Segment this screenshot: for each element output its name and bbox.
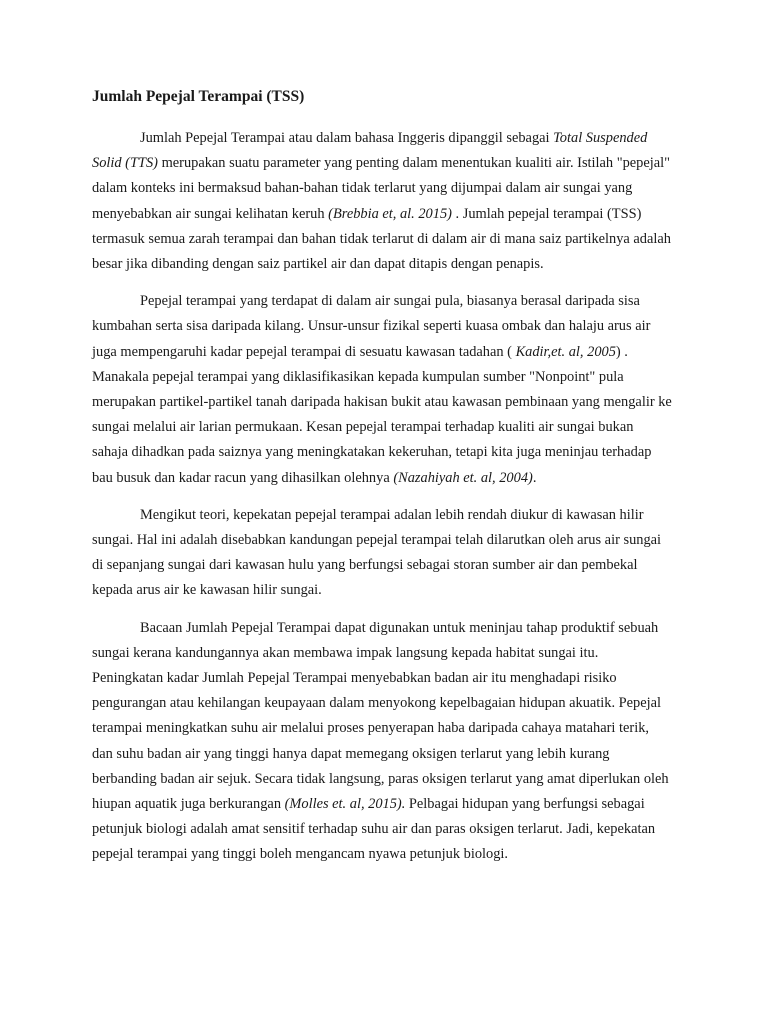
paragraph-2	[92, 289, 672, 491]
paragraph-text: merupakan suatu parameter yang penting dalam menentukan kualiti air. Istilah "pepejal" dalam konteks ini bermaksud bahan-bahan tidak terlarut yang dijumpai dalam air sungai yang menyebabkan air sungai kelihatan keruh	[92, 155, 671, 222]
citation: (Molles et. al, 2015).	[284, 796, 406, 813]
paragraph-text: ) . Manakala pepejal terampai yang diklasifikasikan kepada kumpulan sumber "Nonpoint" pula merupakan partikel-partikel tanah daripada hakisan bukit atau kawasan pembinaan yang mengalir ke sungai melalui air larian permukaan. Kesan pepejal terampai terhadap kualiti air sungai bukan sahaja dihadkan pada saiznya yang meningkatakan kekeruhan, tetapi kita juga meninjau terhadap bau busuk dan kadar racun yang dihasilkan olehnya	[92, 343, 672, 486]
document-page	[92, 86, 672, 868]
paragraph-1	[92, 126, 672, 277]
citation: (Brebbia et, al. 2015)	[328, 205, 452, 222]
paragraph-text: Pepejal terampai yang terdapat di dalam air sungai pula, biasanya berasal daripada sisa kumbahan serta sisa daripada kilang. Unsur-unsur fizikal seperti kuasa ombak dan halaju arus air juga mempengaruhi kadar pepejal terampai di sesuatu kawasan tadahan (	[92, 293, 651, 360]
paragraph-text: Bacaan Jumlah Pepejal Terampai dapat digunakan untuk meninjau tahap produktif sebuah sungai kerana kandungannya akan membawa impak langsung kepada habitat sungai itu. Peningkatan kadar Jumlah Pepejal Terampai menyebabkan badan air itu menghadapi risiko pengurangan atau kehilangan keupayaan dalam menyokong kepelbagaian hidupan akuatik. Pepejal terampai meningkatkan suhu air melalui proses penyerapan haba daripada cahaya matahari terik, dan suhu badan air yang tinggi hanya dapat memegang oksigen terlarut yang lebih kurang berbanding badan air sejuk. Secara tidak langsung, paras oksigen terlarut yang amat diperlukan oleh hiupan aquatik juga berkurangan	[92, 619, 669, 813]
paragraph-3	[92, 503, 672, 604]
citation: Kadir,et. al, 2005	[515, 343, 616, 360]
paragraph-4	[92, 616, 672, 868]
paragraph-text: .	[532, 469, 537, 486]
citation: (Nazahiyah et. al, 2004)	[393, 469, 533, 486]
paragraph-text: Pelbagai hidupan yang berfungsi sebagai petunjuk biologi adalah amat sensitif terhadap suhu air dan paras oksigen terlarut. Jadi, kepekatan pepejal terampai yang tinggi boleh mengancam nyawa petunjuk biologi.	[92, 796, 656, 863]
paragraph-text: Jumlah Pepejal Terampai atau dalam bahasa Inggeris dipanggil sebagai	[140, 130, 554, 146]
paragraph-text: . Jumlah pepejal terampai (TSS) termasuk semua zarah terampai dan bahan tidak terlarut di dalam air di mana saiz partikelnya adalah besar jika dibanding dengan saiz partikel air dan dapat ditapis dengan penapis.	[92, 205, 671, 273]
section-heading: Jumlah Pepejal Terampai (TSS)	[92, 88, 305, 105]
paragraph-text: Mengikut teori, kepekatan pepejal terampai adalan lebih rendah diukur di kawasan hilir sungai. Hal ini adalah disebabkan kandungan pepejal terampai telah dilarutkan oleh arus air sungai di sepanjang sungai dari kawasan hulu yang berfungsi sebagai storan sumber air dan pembekal kepada arus air ke kawasan hilir sungai.	[92, 506, 662, 599]
italic-term: Total Suspended Solid (TTS)	[92, 130, 648, 172]
